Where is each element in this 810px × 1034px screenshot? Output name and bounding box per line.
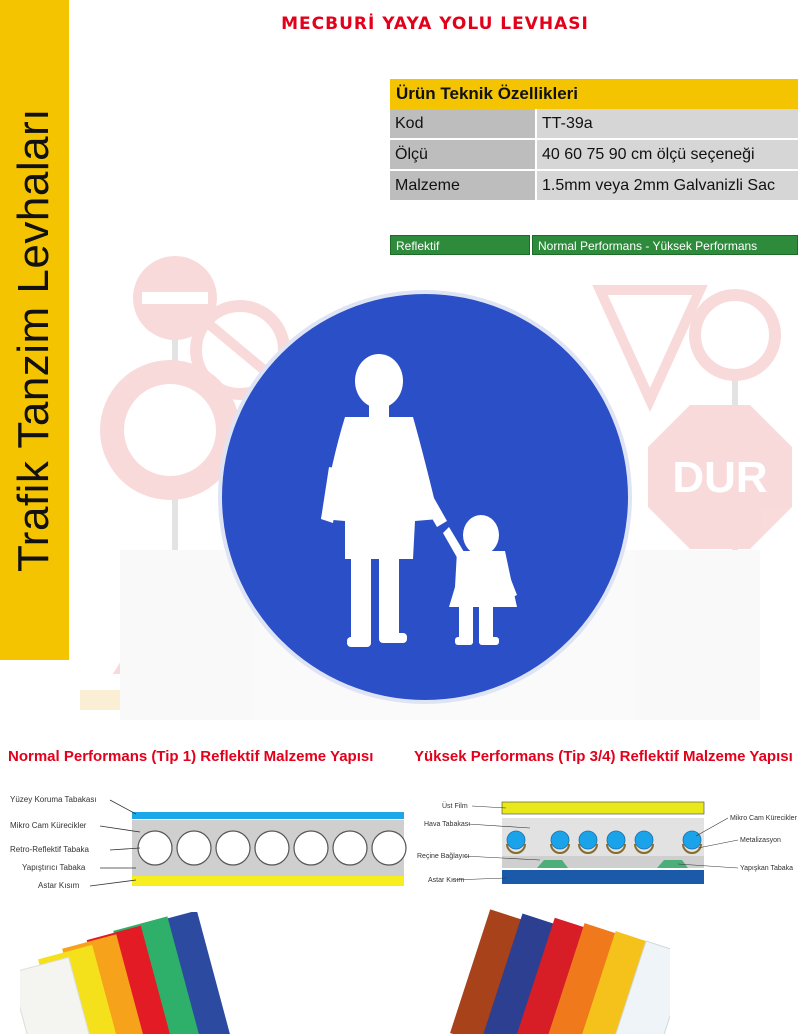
normal-structure-diagram <box>0 780 410 890</box>
high-structure-diagram <box>412 796 810 896</box>
spec-header: Ürün Teknik Özellikleri <box>390 79 798 109</box>
layer-label: Yapışkan Tabaka <box>740 865 794 872</box>
reflective-label: Reflektif <box>390 235 530 255</box>
layer-label: Yapıştırıcı Tabaka <box>22 863 86 872</box>
layer-label: Hava Tabakası <box>424 821 471 828</box>
pedestrian-path-sign <box>217 289 633 705</box>
table-row <box>390 170 798 201</box>
layer-label: Reçine Bağlayıcı <box>417 853 470 860</box>
spec-table <box>390 79 798 202</box>
high-film-samples-image <box>440 906 670 1034</box>
high-performance-title: Yüksek Performans (Tip 3/4) Reflektif Malzeme Yapısı <box>414 748 793 765</box>
spec-label: Malzeme <box>390 170 536 201</box>
sidebar-band <box>0 0 69 660</box>
layer-label: Astar Kısım <box>428 877 465 884</box>
stop-sign-text: DUR <box>672 453 768 502</box>
layer-label: Retro-Reflektif Tabaka <box>10 845 89 854</box>
spec-value: 1.5mm veya 2mm Galvanizli Sac <box>536 170 798 201</box>
spec-label: Ölçü <box>390 139 536 170</box>
layer-label: Üst Film <box>442 803 468 810</box>
layer-label: Mikro Cam Kürecikler <box>10 821 87 830</box>
spec-value: 40 60 75 90 cm ölçü seçeneği <box>536 139 798 170</box>
normal-performance-title: Normal Performans (Tip 1) Reflektif Malzeme Yapısı <box>8 748 374 765</box>
page-title: MECBURİ YAYA YOLU LEVHASI <box>281 14 589 34</box>
layer-label: Metalizasyon <box>740 837 781 844</box>
sidebar-title: Trafik Tanzim Levhaları <box>9 108 58 572</box>
normal-film-samples-image <box>20 912 240 1034</box>
layer-label: Mikro Cam Kürecikler <box>730 815 797 822</box>
layer-label: Astar Kısım <box>38 881 80 890</box>
reflective-value: Normal Performans - Yüksek Performans <box>532 235 798 255</box>
table-row <box>390 139 798 170</box>
spec-value: TT-39a <box>536 109 798 139</box>
spec-label: Kod <box>390 109 536 139</box>
layer-label: Yüzey Koruma Tabakası <box>10 795 97 804</box>
table-row <box>390 109 798 139</box>
